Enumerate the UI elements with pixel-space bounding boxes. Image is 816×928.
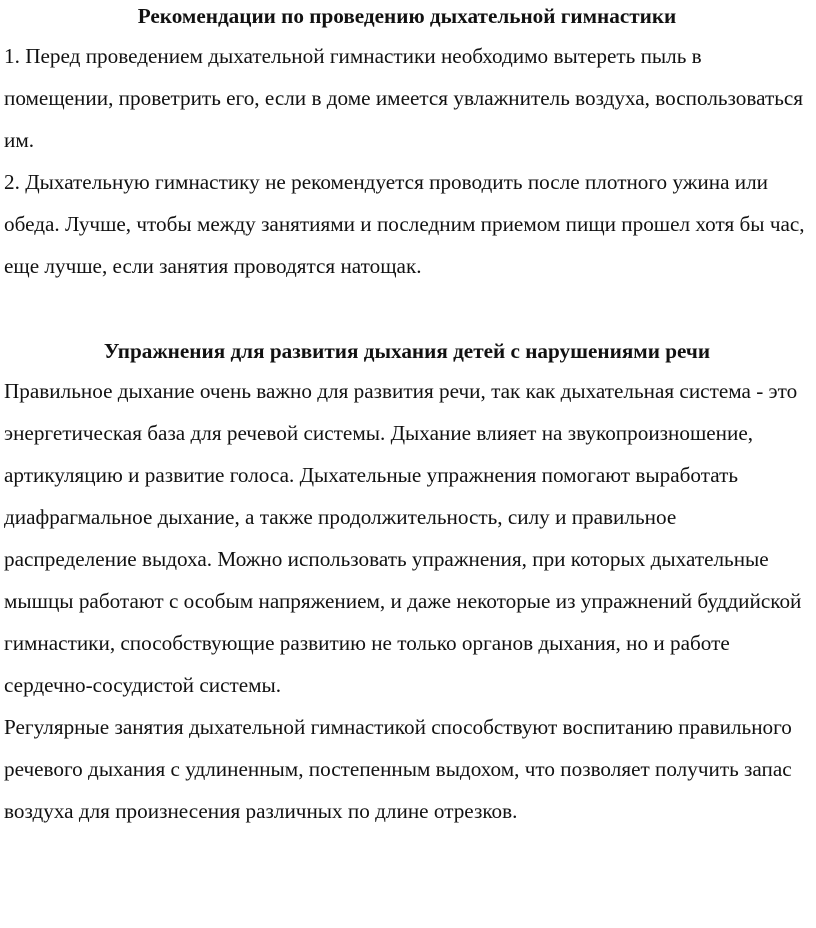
- exercises-paragraph-2: Регулярные занятия дыхательной гимнастикой способствуют воспитанию правильного речевого дыхания с удлиненным, постепенным выдохом, что позволяет получить запас воздуха для произнесения различных по длине отрезков.: [4, 715, 792, 823]
- section-heading-recommendations: Рекомендации по проведению дыхательной гимнастики: [137, 4, 677, 28]
- recommendation-item-1: 1. Перед проведением дыхательной гимнастики необходимо вытереть пыль в помещении, проветрить его, если в доме имеется увлажнитель воздуха, воспользоваться им.: [4, 44, 804, 152]
- recommendation-item-2: 2. Дыхательную гимнастику не рекомендуется проводить после плотного ужина или обеда. Лучше, чтобы между занятиями и последним приемом пищи прошел хотя бы час, еще лучше, если занятия проводятся натощак.: [4, 170, 805, 278]
- exercises-paragraph-1: Правильное дыхание очень важно для развития речи, так как дыхательная система - это энергетическая база для речевой системы. Дыхание влияет на звукопроизношение, артикуляцию и развитие голоса. Дыхательные упражнения помогают выработать диафрагмальное дыхание, а также продолжительность, силу и правильное распределение выдоха. Можно использовать упражнения, при которых дыхательные мышцы работают с особым напряжением, и даже некоторые из упражнений буддийской гимнастики, способствующие развитию не только органов дыхания, но и работе сердечно-сосудистой системы.: [4, 379, 802, 697]
- section-heading-exercises: Упражнения для развития дыхания детей с нарушениями речи: [103, 339, 711, 363]
